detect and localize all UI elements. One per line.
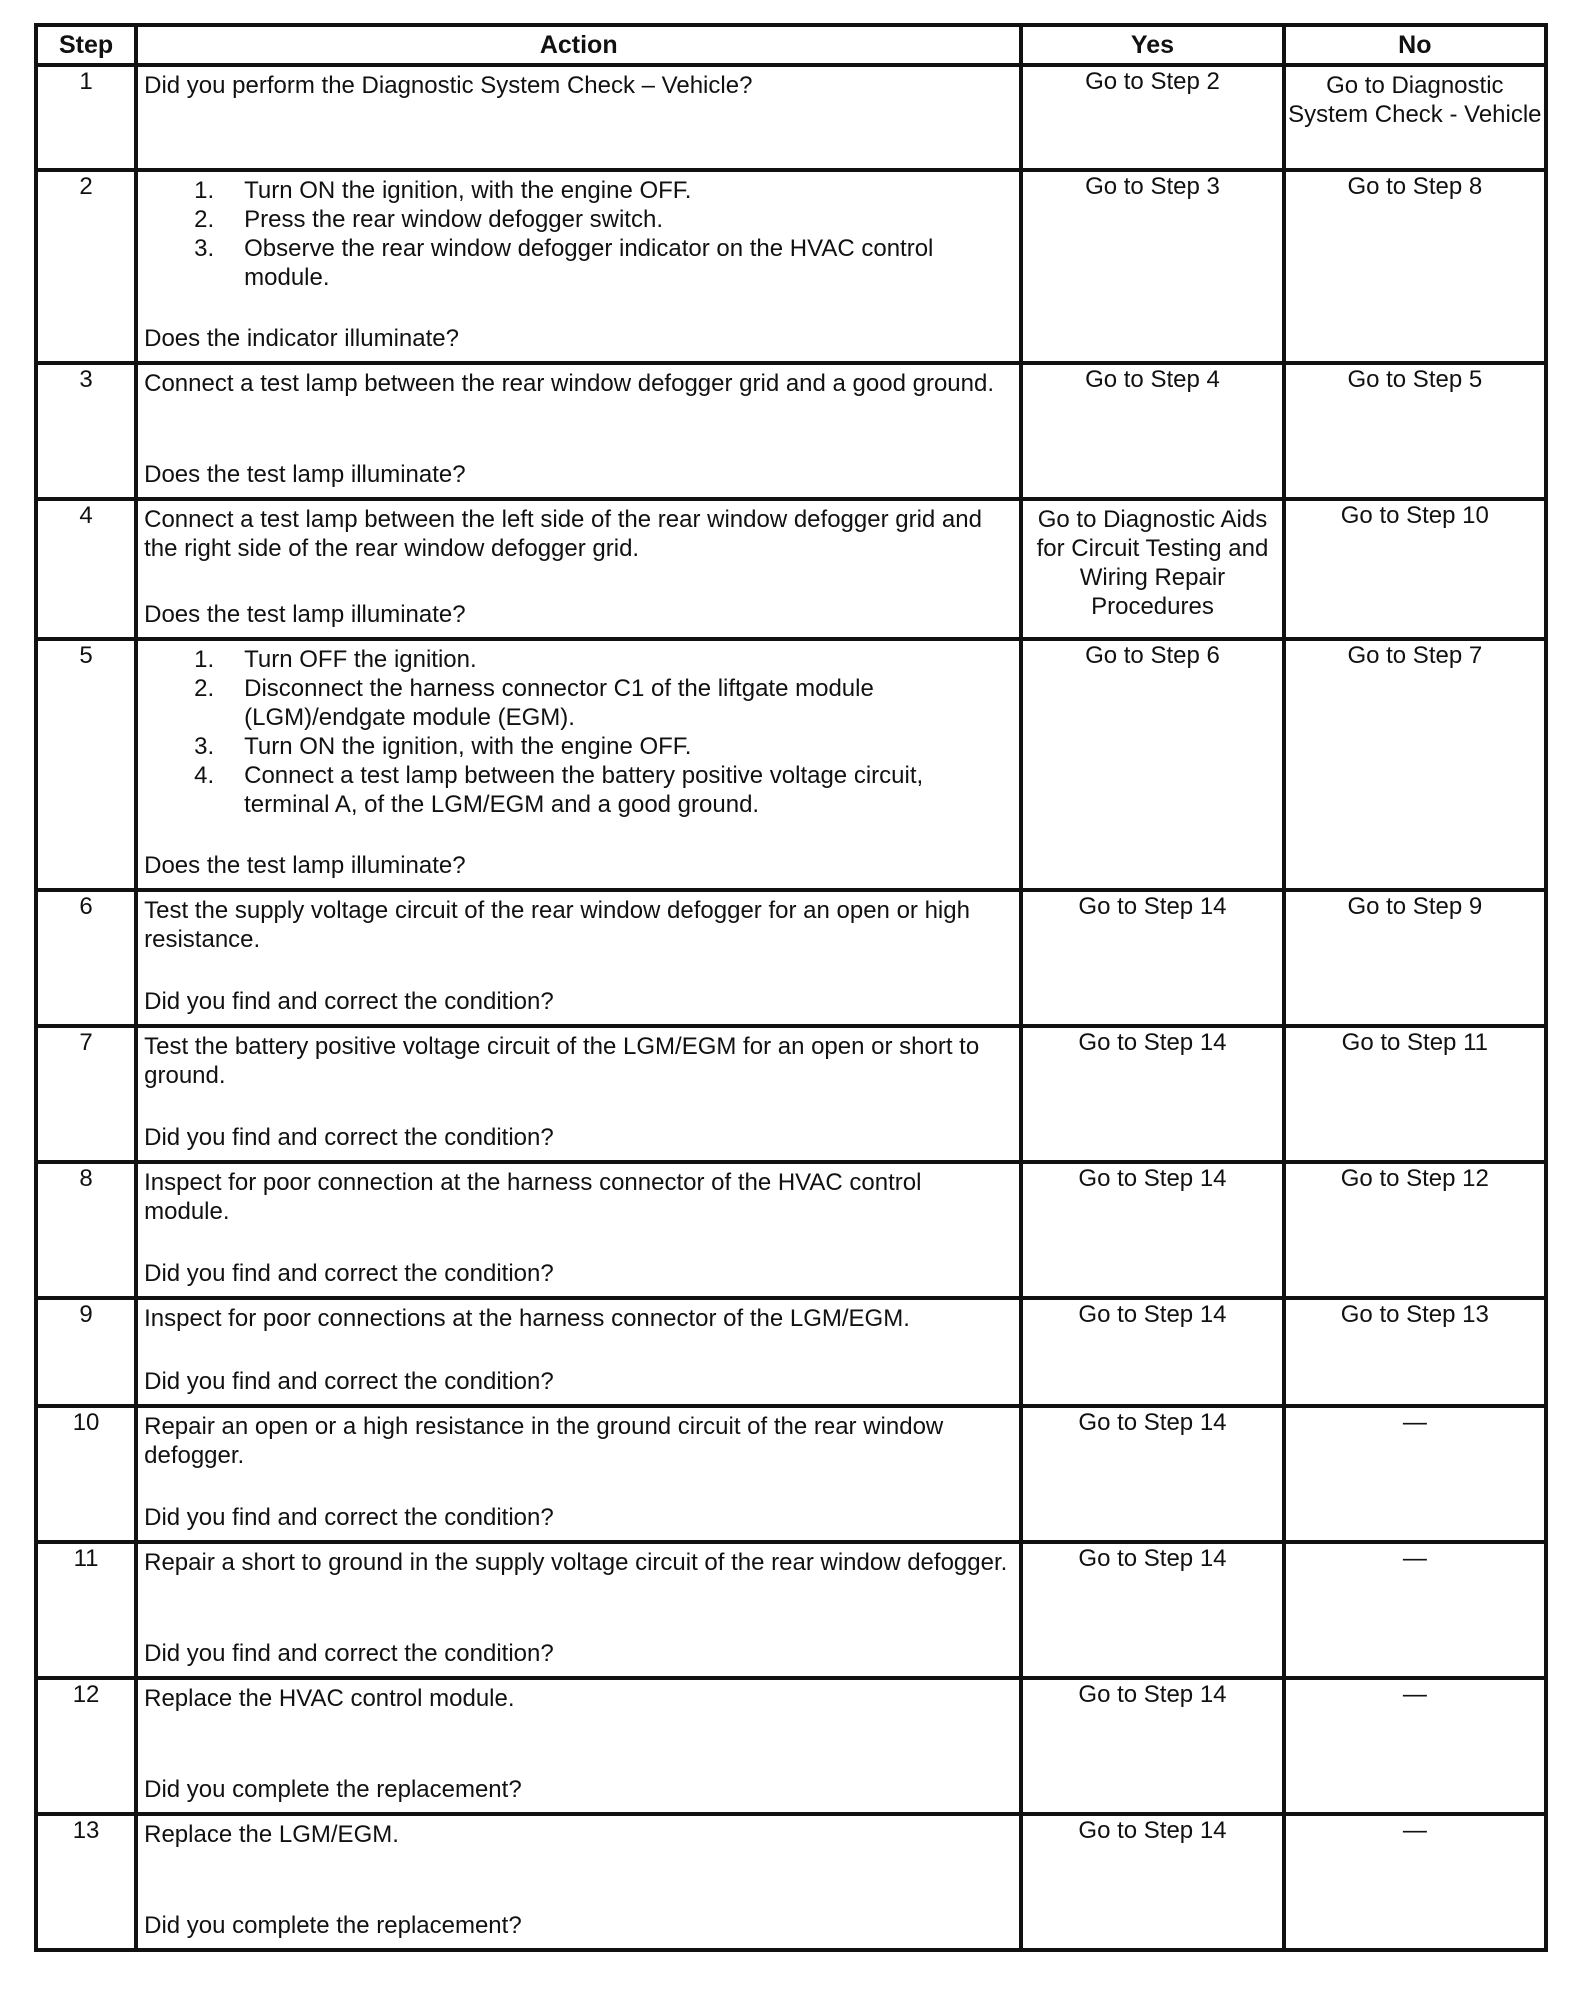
- no-result: —: [1284, 1406, 1546, 1542]
- action-question: Did you find and correct the condition?: [144, 988, 554, 1015]
- table-row: [36, 1678, 1546, 1814]
- step-number: 9: [36, 1298, 136, 1406]
- table-row: [36, 639, 1546, 890]
- action-question: Does the indicator illuminate?: [144, 325, 459, 352]
- yes-result: Go to Step 3: [1021, 170, 1283, 363]
- step-number: 5: [36, 639, 136, 890]
- step-number: 7: [36, 1026, 136, 1162]
- action-cell: [136, 65, 1021, 170]
- procedure-item: [144, 234, 1013, 292]
- action-text: Inspect for poor connections at the harness connector of the LGM/EGM.: [144, 1305, 910, 1332]
- procedure-text: Press the rear window defogger switch.: [244, 206, 663, 233]
- action-cell: [136, 170, 1021, 363]
- yes-result: Go to Step 14: [1021, 1162, 1283, 1298]
- table-row: [36, 1162, 1546, 1298]
- procedure-list: [144, 176, 1013, 292]
- procedure-number: 3.: [194, 235, 215, 262]
- procedure-text: Connect a test lamp between the battery positive voltage circuit, terminal A, of the LGM/EGM and a good ground.: [244, 762, 924, 818]
- step-number: 13: [36, 1814, 136, 1950]
- procedure-number: 1.: [194, 177, 215, 204]
- yes-result: Go to Step 14: [1021, 1026, 1283, 1162]
- action-cell: [136, 1406, 1021, 1542]
- no-result: Go to Step 9: [1284, 890, 1546, 1026]
- action-cell: [136, 890, 1021, 1026]
- action-text: Test the battery positive voltage circuit of the LGM/EGM for an open or short to ground.: [144, 1033, 980, 1089]
- table-row: [36, 1406, 1546, 1542]
- procedure-item: [144, 674, 1013, 732]
- no-result: Go to Step 11: [1284, 1026, 1546, 1162]
- table-row: [36, 170, 1546, 363]
- action-text: Test the supply voltage circuit of the rear window defogger for an open or high resistance.: [144, 897, 970, 953]
- action-question: Does the test lamp illuminate?: [144, 601, 466, 628]
- action-question: Did you find and correct the condition?: [144, 1260, 554, 1287]
- step-number: 12: [36, 1678, 136, 1814]
- no-result: Go to Diagnostic System Check - Vehicle: [1284, 65, 1546, 170]
- yes-result: Go to Step 14: [1021, 1406, 1283, 1542]
- action-cell: [136, 1542, 1021, 1678]
- table-row: [36, 1542, 1546, 1678]
- yes-result: Go to Diagnostic Aids for Circuit Testing and Wiring Repair Procedures: [1021, 499, 1283, 639]
- procedure-text: Observe the rear window defogger indicator on the HVAC control module.: [244, 235, 934, 291]
- step-number: 1: [36, 65, 136, 170]
- action-cell: [136, 1162, 1021, 1298]
- table-row: [36, 65, 1546, 170]
- action-cell: [136, 499, 1021, 639]
- action-cell: [136, 363, 1021, 499]
- step-number: 8: [36, 1162, 136, 1298]
- procedure-number: 4.: [194, 762, 215, 789]
- action-text: Connect a test lamp between the left side of the rear window defogger grid and the right side of the rear window defogger grid.: [144, 506, 982, 562]
- procedure-number: 2.: [194, 206, 215, 233]
- yes-result: Go to Step 14: [1021, 890, 1283, 1026]
- yes-result: Go to Step 4: [1021, 363, 1283, 499]
- procedure-text: Turn OFF the ignition.: [244, 646, 477, 673]
- no-result: Go to Step 12: [1284, 1162, 1546, 1298]
- action-cell: [136, 1814, 1021, 1950]
- action-question: Does the test lamp illuminate?: [144, 852, 466, 879]
- no-result: Go to Step 10: [1284, 499, 1546, 639]
- no-result: Go to Step 8: [1284, 170, 1546, 363]
- no-result: Go to Step 7: [1284, 639, 1546, 890]
- no-result: —: [1284, 1814, 1546, 1950]
- no-result: —: [1284, 1678, 1546, 1814]
- step-number: 11: [36, 1542, 136, 1678]
- procedure-text: Turn ON the ignition, with the engine OFF.: [244, 733, 692, 760]
- no-result: Go to Step 5: [1284, 363, 1546, 499]
- action-cell: [136, 1298, 1021, 1406]
- step-number: 4: [36, 499, 136, 639]
- yes-result: Go to Step 6: [1021, 639, 1283, 890]
- action-cell: [136, 1678, 1021, 1814]
- action-question: Does the test lamp illuminate?: [144, 461, 466, 488]
- action-text: Inspect for poor connection at the harness connector of the HVAC control module.: [144, 1169, 922, 1225]
- header-action: Action: [136, 25, 1021, 65]
- table-row: [36, 890, 1546, 1026]
- action-cell: [136, 639, 1021, 890]
- procedure-item: [144, 176, 1013, 205]
- header-yes: Yes: [1021, 25, 1283, 65]
- action-question: Did you find and correct the condition?: [144, 1640, 554, 1667]
- table-row: [36, 1814, 1546, 1950]
- action-cell: [136, 1026, 1021, 1162]
- action-text: Repair a short to ground in the supply voltage circuit of the rear window defogger.: [144, 1549, 1008, 1576]
- step-number: 3: [36, 363, 136, 499]
- table-row: [36, 1298, 1546, 1406]
- yes-result: Go to Step 2: [1021, 65, 1283, 170]
- yes-result: Go to Step 14: [1021, 1542, 1283, 1678]
- header-row: [36, 25, 1546, 65]
- table-row: [36, 1026, 1546, 1162]
- diagnostic-table: [34, 23, 1548, 1952]
- action-question: Did you complete the replacement?: [144, 1776, 522, 1803]
- procedure-item: [144, 732, 1013, 761]
- procedure-number: 2.: [194, 675, 215, 702]
- action-question: Did you find and correct the condition?: [144, 1504, 554, 1531]
- table-row: [36, 499, 1546, 639]
- table-row: [36, 363, 1546, 499]
- no-result: Go to Step 13: [1284, 1298, 1546, 1406]
- procedure-text: Disconnect the harness connector C1 of the liftgate module (LGM)/endgate module (EGM).: [244, 675, 874, 731]
- action-text: Connect a test lamp between the rear window defogger grid and a good ground.: [144, 370, 995, 397]
- action-question: Did you complete the replacement?: [144, 1912, 522, 1939]
- no-result: —: [1284, 1542, 1546, 1678]
- action-text: Replace the HVAC control module.: [144, 1685, 515, 1712]
- procedure-list: [144, 645, 1013, 819]
- header-step: Step: [36, 25, 136, 65]
- action-question: Did you find and correct the condition?: [144, 1124, 554, 1151]
- procedure-text: Turn ON the ignition, with the engine OFF.: [244, 177, 692, 204]
- step-number: 10: [36, 1406, 136, 1542]
- action-text: Repair an open or a high resistance in the ground circuit of the rear window defogger.: [144, 1413, 944, 1469]
- procedure-number: 1.: [194, 646, 215, 673]
- action-question: Did you find and correct the condition?: [144, 1368, 554, 1395]
- procedure-item: [144, 205, 1013, 234]
- action-text: Did you perform the Diagnostic System Check – Vehicle?: [144, 72, 753, 99]
- header-no: No: [1284, 25, 1546, 65]
- yes-result: Go to Step 14: [1021, 1814, 1283, 1950]
- action-text: Replace the LGM/EGM.: [144, 1821, 399, 1848]
- yes-result: Go to Step 14: [1021, 1298, 1283, 1406]
- step-number: 6: [36, 890, 136, 1026]
- yes-result: Go to Step 14: [1021, 1678, 1283, 1814]
- procedure-number: 3.: [194, 733, 215, 760]
- step-number: 2: [36, 170, 136, 363]
- procedure-item: [144, 645, 1013, 674]
- procedure-item: [144, 761, 1013, 819]
